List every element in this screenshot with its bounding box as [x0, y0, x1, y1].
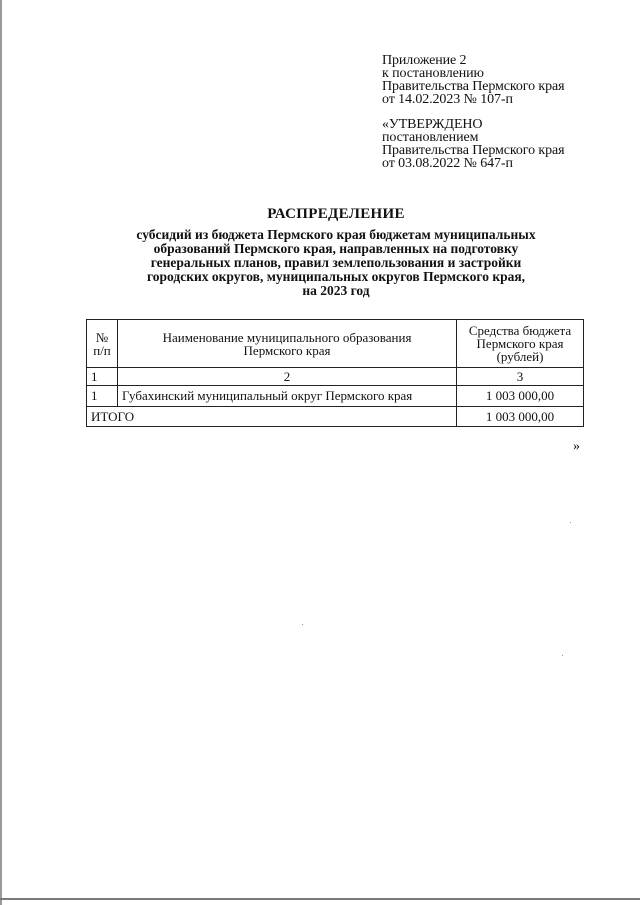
appendix-line: Правительства Пермского края [382, 79, 565, 94]
header-amount-line: Пермского края [476, 336, 564, 351]
approved-line: от 03.08.2022 № 647-п [382, 156, 513, 171]
subtitle-line: субсидий из бюджета Пермского края бюджетам муниципальных [136, 227, 536, 242]
column-index-cell: 2 [118, 368, 457, 386]
table-header-row [87, 320, 584, 368]
subtitle-line: генеральных планов, правил землепользования и застройки [150, 255, 522, 270]
row-number-cell: 1 [87, 386, 118, 407]
approval-stamp-text [382, 118, 564, 170]
scan-left-edge [0, 0, 2, 905]
table-row [87, 386, 584, 407]
appendix-line: Приложение 2 [382, 53, 467, 68]
scan-speck [570, 522, 571, 523]
column-index-cell: 1 [87, 368, 118, 386]
header-amount-line: (рублей) [496, 349, 544, 364]
total-label-cell: ИТОГО [87, 407, 457, 427]
header-budget-amount [457, 320, 584, 368]
header-name-line: Наименование муниципального образования [162, 329, 412, 345]
header-number-line: п/п [93, 342, 111, 358]
header-amount-line: Средства бюджета [468, 323, 572, 338]
appendix-line: к постановлению [382, 66, 484, 81]
appendix-line: от 14.02.2023 № 107-п [382, 92, 513, 107]
document-subtitle [100, 228, 572, 298]
scan-bottom-edge [0, 898, 640, 900]
approved-line: Правительства Пермского края [382, 143, 565, 158]
subtitle-line: на 2023 год [302, 283, 370, 298]
distribution-table [86, 319, 584, 427]
table-total-row [87, 407, 584, 427]
subtitle-line: образований Пермского края, направленных на подготовку [153, 241, 519, 256]
scan-speck [302, 624, 303, 625]
column-index-row [87, 368, 584, 386]
header-municipality-name [118, 320, 457, 368]
approved-line: постановлением [382, 130, 479, 145]
scan-speck [562, 655, 563, 656]
closing-quote: » [573, 439, 580, 454]
total-amount-cell: 1 003 000,00 [457, 407, 584, 427]
row-name-cell: Губахинский муниципальный округ Пермского края [118, 386, 457, 407]
header-number [87, 320, 118, 368]
column-index-cell: 3 [457, 368, 584, 386]
subtitle-line: городских округов, муниципальных округов Пермского края, [146, 269, 526, 284]
approved-line: «УТВЕРЖДЕНО [382, 117, 483, 132]
row-amount-cell: 1 003 000,00 [457, 386, 584, 407]
header-number-line: № [95, 329, 109, 345]
appendix-header [382, 54, 564, 106]
document-title: РАСПРЕДЕЛЕНИЕ [267, 206, 405, 222]
header-name-line: Пермского края [243, 342, 331, 358]
